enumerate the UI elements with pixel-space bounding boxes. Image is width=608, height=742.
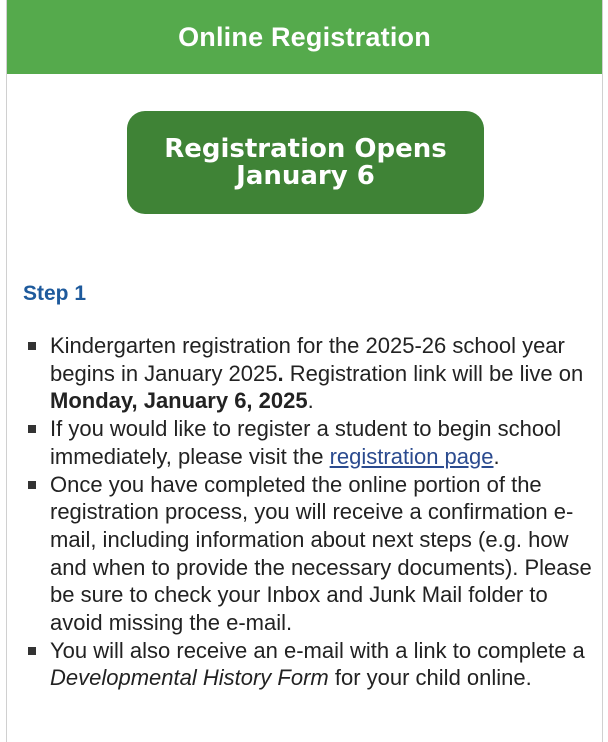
item-bold-period: . — [277, 360, 284, 386]
list-item — [25, 637, 597, 692]
item-text: If you would like to register a student to begin school immediately, please visit the — [50, 416, 562, 469]
list-item — [25, 415, 597, 470]
steps-list — [25, 332, 597, 692]
bullet-icon — [28, 342, 36, 350]
bullet-icon — [28, 425, 36, 433]
item-text: . — [493, 443, 500, 469]
registration-opens-button[interactable] — [127, 111, 484, 214]
page-title: Online Registration — [178, 21, 431, 52]
item-bold-date: Monday, January 6, 2025 — [50, 388, 308, 414]
list-item — [25, 332, 597, 415]
registration-panel — [6, 0, 603, 742]
registration-opens-line1: Registration Opens — [164, 133, 447, 164]
registration-page-link[interactable]: registration page — [329, 443, 494, 469]
registration-opens-line2: January 6 — [236, 160, 375, 191]
item-text: . — [307, 388, 314, 414]
item-text: Kindergarten registration for the 2025-26 school year begins in January 2025 — [50, 333, 565, 386]
page-header — [7, 0, 602, 74]
list-item — [25, 471, 597, 637]
item-text: for your child online. — [328, 665, 532, 691]
item-italic-form: Developmental History Form — [50, 665, 329, 691]
item-text: Once you have completed the online portion of the registration process, you will receive a confirmation e-mail, including information about next steps (e.g. how and when to provide the necessary documents). Please be sure to check your Inbox and Junk Mail folder to avoid missing the e-mail. — [50, 471, 592, 636]
item-text: Registration link will be live on — [283, 360, 584, 386]
bullet-icon — [28, 481, 36, 489]
step-heading: Step 1 — [23, 282, 87, 305]
item-text: You will also receive an e-mail with a link to complete a — [50, 637, 585, 663]
bullet-icon — [28, 647, 36, 655]
